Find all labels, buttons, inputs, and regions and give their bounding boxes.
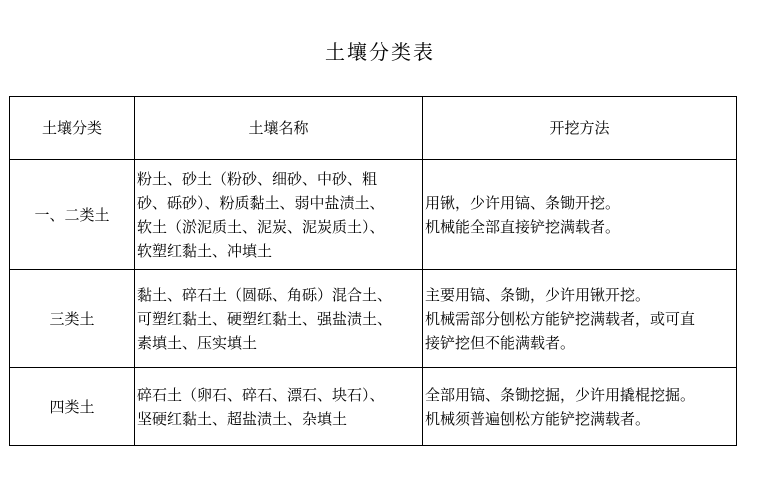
category-cell: 三类土 [10,270,135,368]
category-cell: 四类土 [10,368,135,446]
soil-names-line: 坚硬红黏土、超盐渍土、杂填土 [137,409,348,428]
soil-names-line: 碎石土（卵石、碎石、漂石、块石）、 [137,385,385,404]
soil-names-cell [135,160,423,270]
method-cell [423,160,737,270]
soil-names-line: 黏土、碎石土（圆砾、角砾）混合土、 [137,285,393,304]
soil-names-line: 素填土、压实填土 [137,333,258,352]
header-category: 土壤分类 [10,97,135,160]
soil-names-line: 软塑红黏土、冲填土 [137,241,273,260]
method-line: 机械能全部直接铲挖满载者。 [425,217,621,236]
page-title: 土壤分类表 [325,40,435,64]
table-row [10,160,737,270]
method-line: 全部用镐、条锄挖掘，少许用撬棍挖掘。 [425,385,696,404]
soil-names-cell [135,368,423,446]
table-header-row [10,97,737,160]
method-line: 主要用镐、条锄，少许用锹开挖。 [425,285,651,304]
method-cell [423,368,737,446]
soil-names-line: 砂、砾砂）、粉质黏土、弱中盐渍土、 [137,193,385,212]
soil-names-line: 粉土、砂土（粉砂、细砂、中砂、粗 [137,169,378,188]
header-method: 开挖方法 [423,97,737,160]
method-line: 用锹，少许用镐、条锄开挖。 [425,193,621,212]
table-row [10,368,737,446]
header-names: 土壤名称 [135,97,423,160]
soil-names-line: 可塑红黏土、硬塑红黏土、强盐渍土、 [137,309,393,328]
table-row [10,270,737,368]
method-cell [423,270,737,368]
method-line: 机械需部分刨松方能铲挖满载者，或可直 [425,309,696,328]
category-cell: 一、二类土 [10,160,135,270]
soil-names-line: 软土（淤泥质土、泥炭、泥炭质土）、 [137,217,385,236]
method-line: 接铲挖但不能满载者。 [425,333,576,352]
method-line: 机械须普遍刨松方能铲挖满载者。 [425,409,651,428]
soil-classification-table [9,96,737,446]
soil-names-cell [135,270,423,368]
